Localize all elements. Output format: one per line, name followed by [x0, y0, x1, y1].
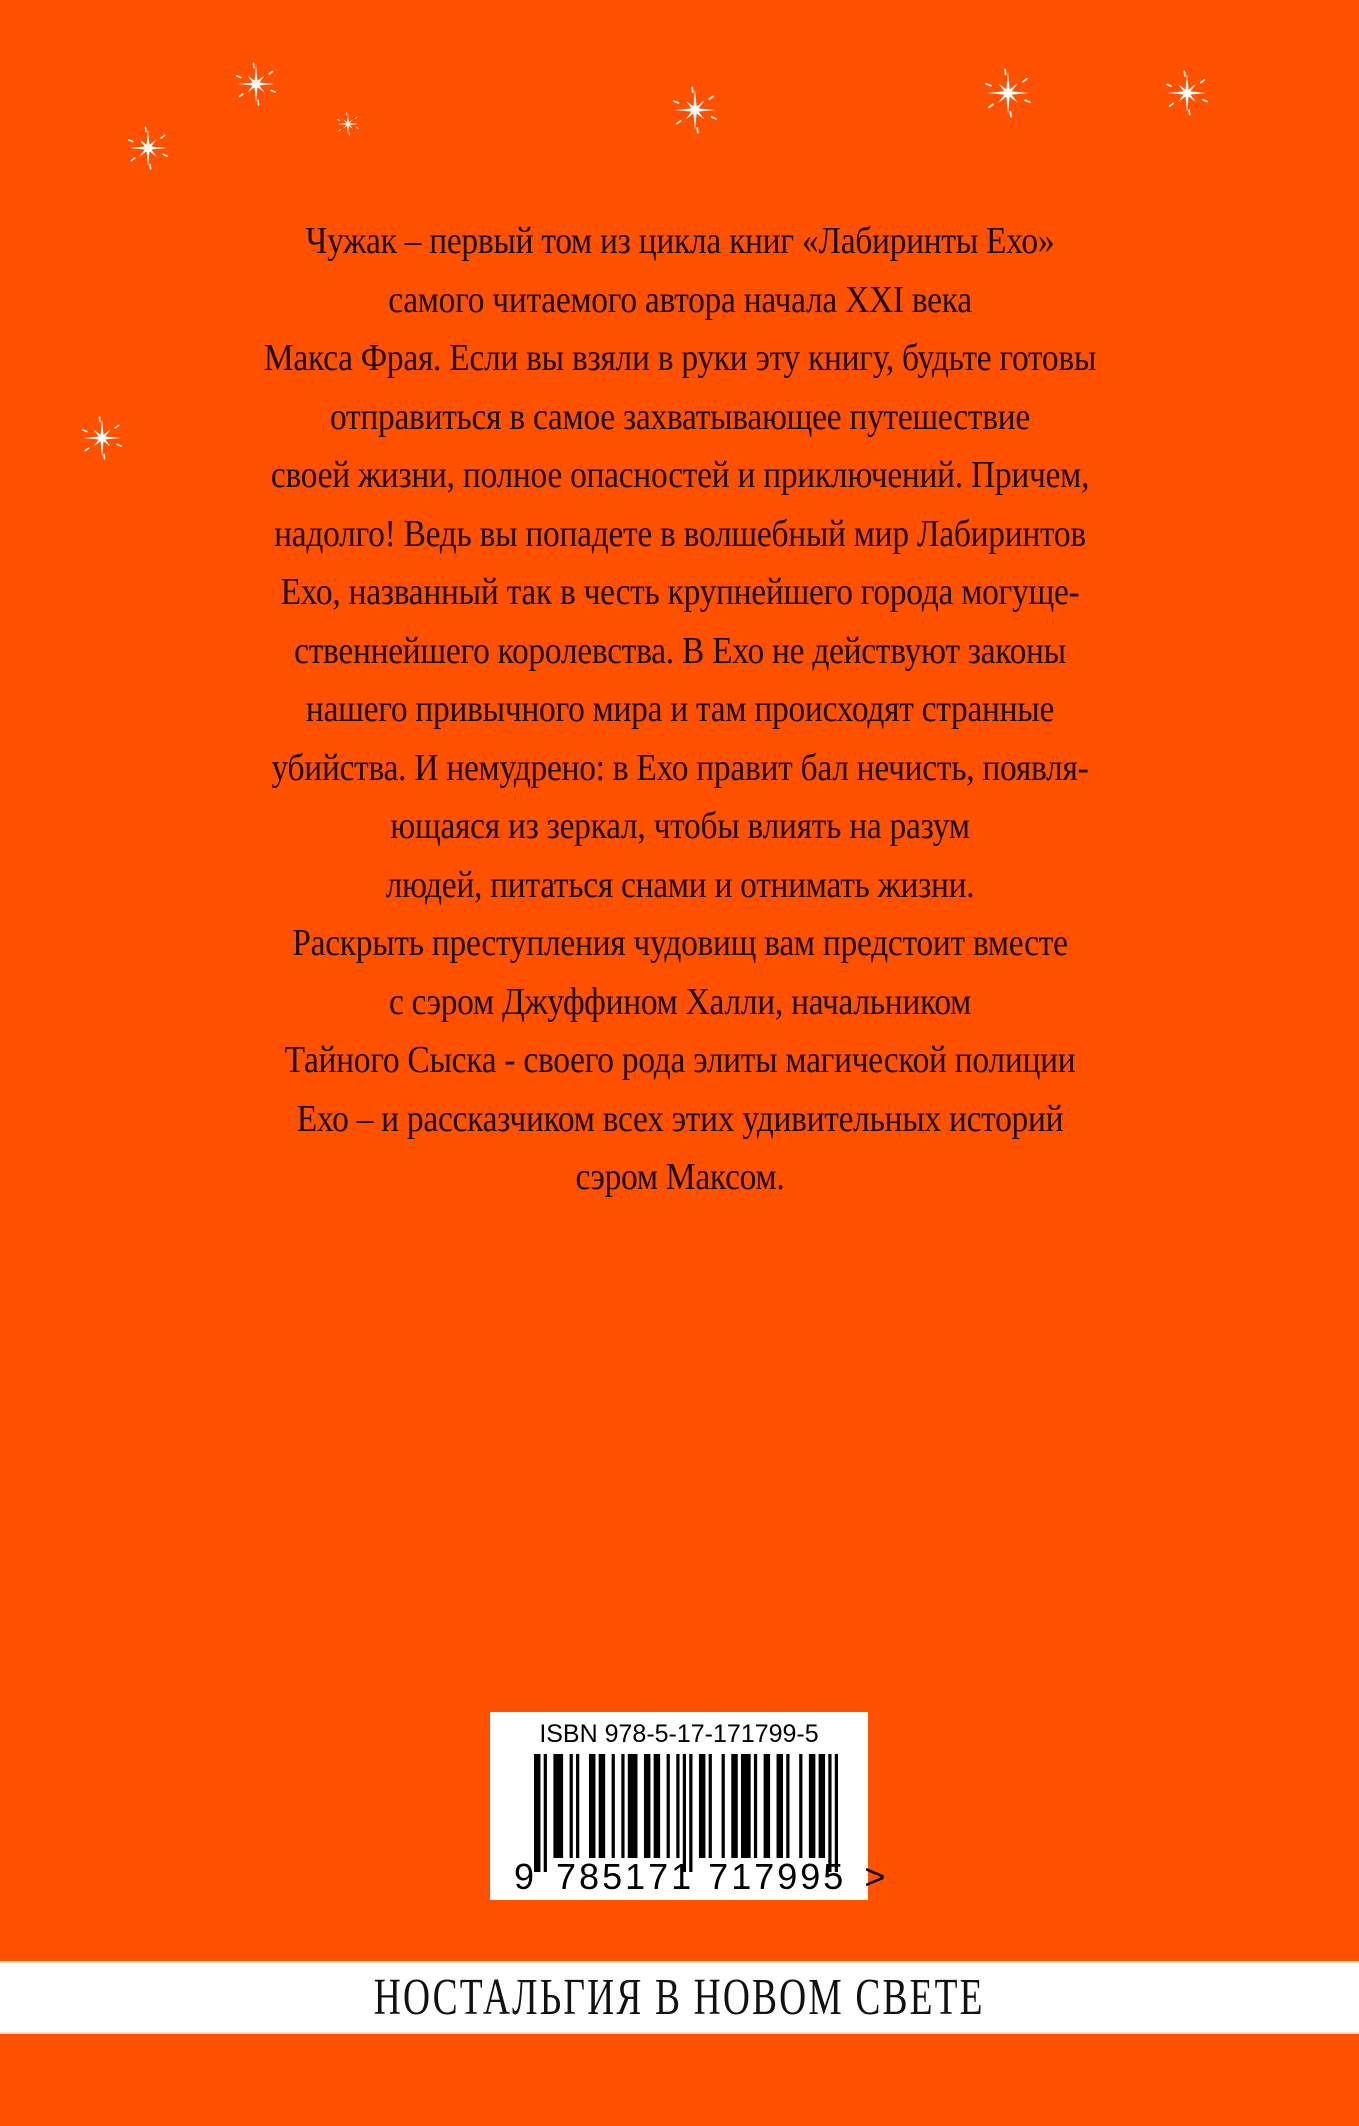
sparkle-star-icon: [126, 126, 170, 170]
barcode-bars-icon: [534, 1754, 838, 1872]
sparkle-star-icon: [336, 112, 360, 136]
blurb-line: Тайного Сыска - своего рода элиты магической полиции: [284, 1039, 1076, 1081]
blurb-line: ющаяся из зеркал, чтобы влиять на разум: [390, 805, 970, 847]
blurb-line: людей, питаться снами и отнимать жизни.: [385, 863, 975, 906]
blurb-line: убийства. И немудрено: в Ехо правит бал нечисть, появля-: [271, 746, 1089, 789]
blurb-line: Ехо – и рассказчиком всех этих удивительных историй: [296, 1097, 1064, 1140]
blurb-line: сэром Максом.: [575, 1156, 785, 1198]
blurb-line: самого читаемого автора начала XXI века: [388, 278, 972, 321]
blurb-line: Ехо, названный так в честь крупнейшего города могуще-: [280, 571, 1080, 613]
barcode-digits: [514, 1856, 885, 1898]
blurb-line: надолго! Ведь вы попадете в волшебный мир Лабиринтов: [274, 512, 1086, 555]
isbn-label: ISBN 978-5-17-171799-5: [539, 1720, 819, 1748]
sparkle-star-icon: [671, 86, 719, 134]
blurb-line: нашего привычного мира и там происходят странные: [305, 688, 1055, 730]
blurb-line: своей жизни, полное опасностей и приключений. Причем,: [270, 454, 1090, 496]
blurb-line: отправиться в самое захватывающее путешествие: [330, 395, 1030, 438]
barcode-digit-first: 9: [514, 1856, 535, 1897]
series-banner: [0, 1961, 1359, 2034]
barcode-digits-right: 717995: [708, 1856, 847, 1897]
blurb-line: с сэром Джуффином Халли, начальником: [388, 980, 972, 1023]
sparkle-star-icon: [80, 416, 124, 460]
series-title: НОСТАЛЬГИЯ В НОВОМ СВЕТЕ: [374, 1969, 985, 2026]
blurb-text: [120, 212, 1240, 1207]
blurb-line: Макса Фрая. Если вы взяли в руки эту книгу, будьте готовы: [263, 337, 1097, 379]
sparkle-star-icon: [234, 62, 278, 106]
barcode-digits-left: 785171: [556, 1856, 695, 1897]
blurb-line: ственнейшего королевства. В Ехо не действуют законы: [294, 629, 1066, 672]
barcode-quiet-zone-mark: >: [864, 1856, 886, 1897]
isbn-barcode: [490, 1712, 886, 1900]
blurb-line: Раскрыть преступления чудовищ вам предстоит вместе: [292, 922, 1068, 964]
sparkle-star-icon: [1164, 70, 1210, 116]
blurb-line: Чужак – первый том из цикла книг «Лабиринты Ехо»: [305, 220, 1055, 262]
sparkle-star-icon: [983, 68, 1033, 118]
